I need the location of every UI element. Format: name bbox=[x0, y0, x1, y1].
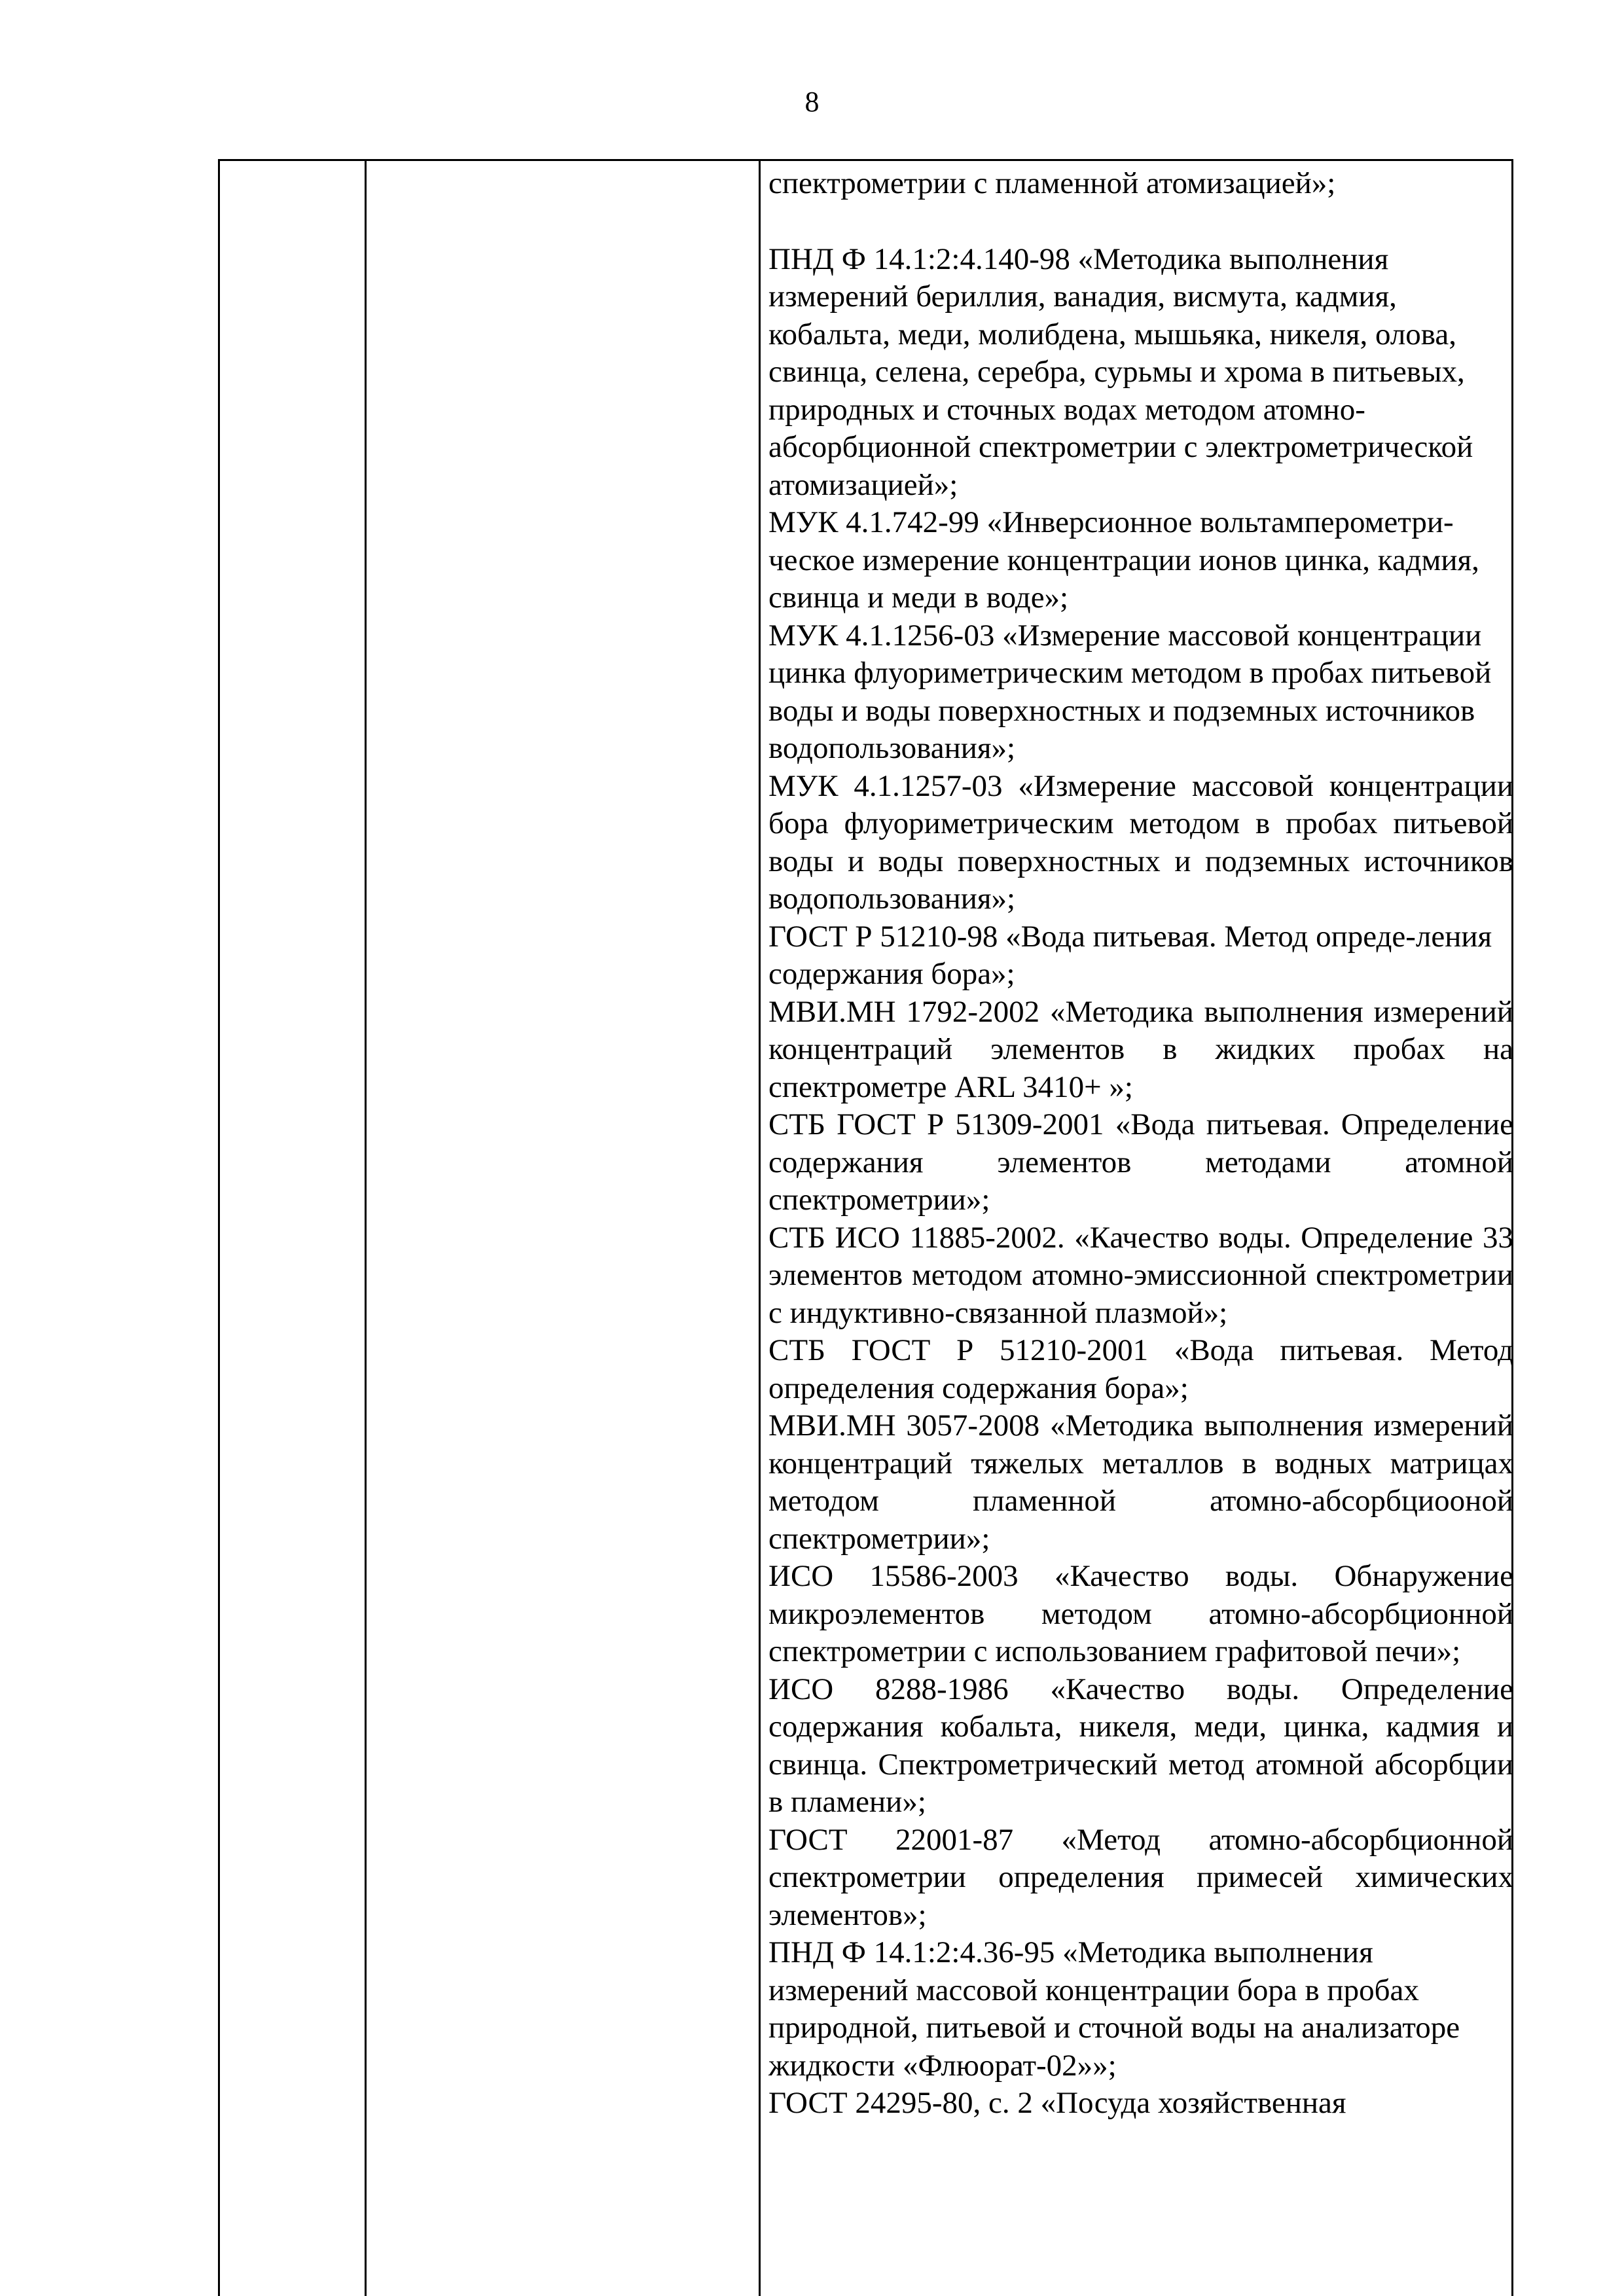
method-entry-2: МУК 4.1.742-99 «Инверсионное вольтамперометри-ческое измерение концентрации ионов цинка, кадмия, свинца и меди в воде»; bbox=[768, 505, 1479, 615]
method-entry-3: МУК 4.1.1256-03 «Измерение массовой концентрации цинка флуориметрическим методом в пробах питьевой воды и воды поверхностных и подземных источников водопользования»; bbox=[768, 618, 1492, 765]
method-entry-7: СТБ ГОСТ Р 51309-2001 «Вода питьевая. Определение содержания элементов методами атомной спектрометрии»; bbox=[768, 1107, 1513, 1217]
method-entry-1: ПНД Ф 14.1:2:4.140-98 «Методика выполнения измерений бериллия, ванадия, висмута, кадмия, кобальта, меди, молибдена, мышьяка, никеля, олова, свинца, селена, серебра, сурьмы и хрома в питьевых, природных и сточных водах методом атомно-абсорбционной спектрометрии с электрометрической атомизацией»; bbox=[768, 242, 1473, 502]
method-entry-5: ГОСТ Р 51210-98 «Вода питьевая. Метод опреде-ления содержания бора»; bbox=[768, 919, 1492, 991]
table-border-left bbox=[218, 159, 220, 2296]
method-entry-10: МВИ.МН 3057-2008 «Методика выполнения измерений концентраций тяжелых металлов в водных матрицах методом пламенной атомно-абсорбциооной спектрометрии»; bbox=[768, 1408, 1513, 1556]
table-column-divider-1 bbox=[365, 159, 367, 2296]
method-entry-4: МУК 4.1.1257-03 «Измерение массовой концентрации бора флуориметрическим методом в пробах питьевой воды и воды поверхностных и подземных источников водопользования»; bbox=[768, 768, 1513, 916]
page-number: 8 bbox=[804, 86, 820, 118]
table-top-border bbox=[218, 159, 1513, 161]
table-column-divider-2 bbox=[759, 159, 761, 2296]
method-entry-9: СТБ ГОСТ Р 51210-2001 «Вода питьевая. Метод определения содержания бора»; bbox=[768, 1333, 1513, 1405]
method-entry-0: спектрометрии с пламенной атомизацией»; bbox=[768, 166, 1336, 200]
methods-column bbox=[768, 165, 1513, 2123]
method-entry-13: ГОСТ 22001-87 «Метод атомно-абсорбционной спектрометрии определения примесей химических элементов»; bbox=[768, 1822, 1513, 1932]
method-entry-6: МВИ.МН 1792-2002 «Методика выполнения измерений концентраций элементов в жидких пробах на спектрометре ARL 3410+ »; bbox=[768, 994, 1513, 1104]
method-entry-8: СТБ ИСО 11885-2002. «Качество воды. Определение 33 элементов методом атомно-эмиссионной спектрометрии с индуктивно-связанной плазмой»; bbox=[768, 1220, 1513, 1330]
method-entry-15: ГОСТ 24295-80, с. 2 «Посуда хозяйственная bbox=[768, 2086, 1346, 2120]
method-entry-14: ПНД Ф 14.1:2:4.36-95 «Методика выполнения измерений массовой концентрации бора в пробах природной, питьевой и сточной воды на анализаторе жидкости «Флюорат-02»»; bbox=[768, 1935, 1460, 2083]
blank-line bbox=[768, 203, 1513, 241]
method-entry-12: ИСО 8288-1986 «Качество воды. Определение содержания кобальта, никеля, меди, цинка, кадмия и свинца. Спектрометрический метод атомной абсорбции в пламени»; bbox=[768, 1672, 1513, 1819]
method-entry-11: ИСО 15586-2003 «Качество воды. Обнаружение микроэлементов методом атомно-абсорбционной спектрометрии с использованием графитовой печи»; bbox=[768, 1559, 1513, 1668]
